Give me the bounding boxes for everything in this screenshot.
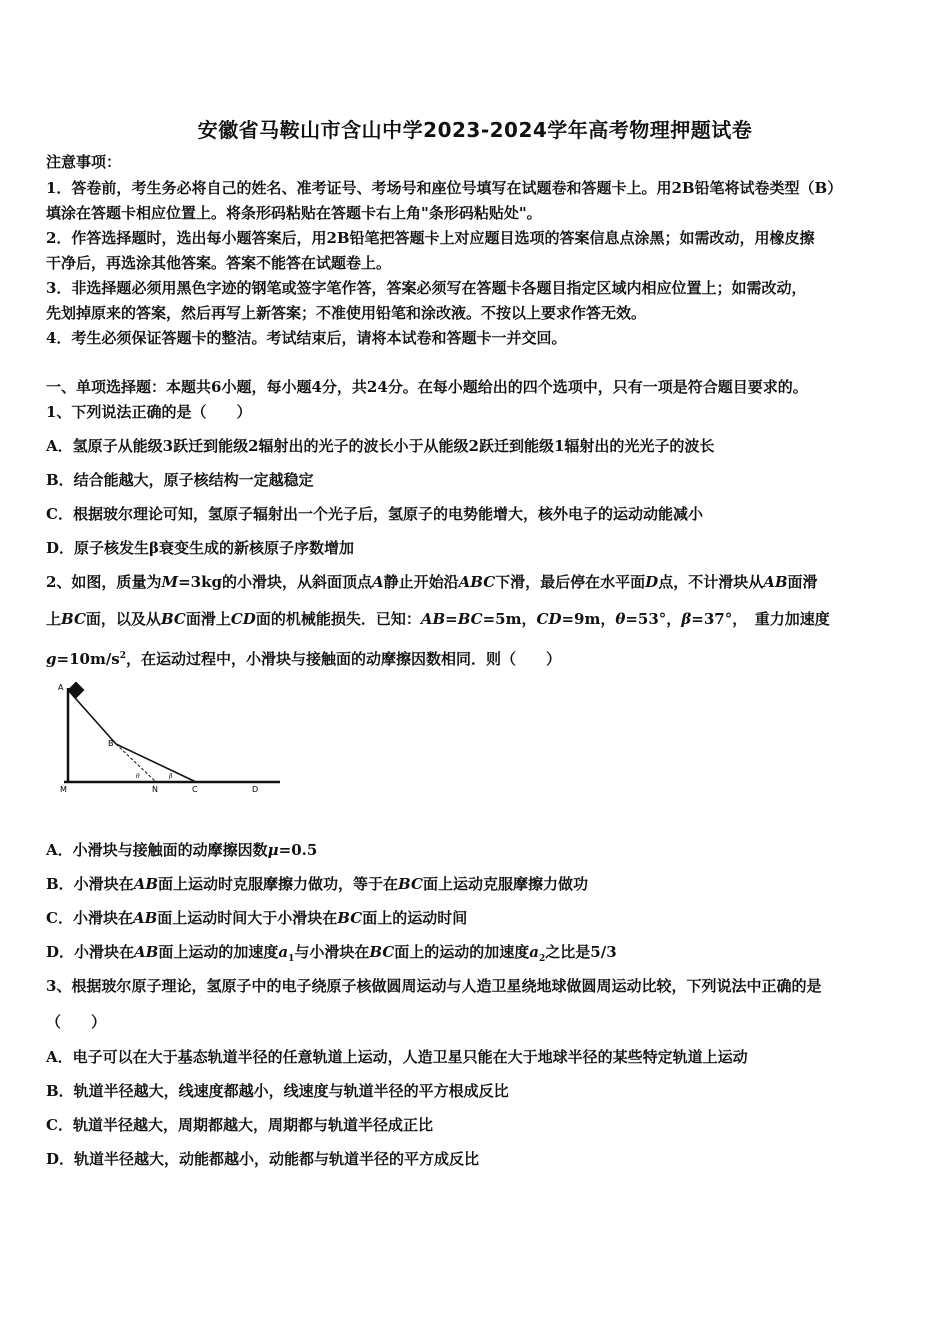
label-b: B [108, 739, 114, 748]
label-m: M [60, 785, 67, 794]
label-d: D [252, 785, 259, 794]
q3-option-d: D．轨道半径越大，动能都越小，动能都与轨道半径的平方成反比 [46, 1150, 480, 1168]
q1-stem: 1、下列说法正确的是（ ） [46, 403, 252, 421]
notice-line-5: 3．非选择题必须用黑色字迹的钢笔或签字笔作答，答案必须写在答题卡各题目指定区域内相应位置上；如需改动， [46, 279, 807, 297]
notice-line-1: 1．答卷前，考生务必将自己的姓名、准考证号、考场号和座位号填写在试题卷和答题卡上。用2B铅笔将试卷类型（B） [46, 179, 843, 197]
page-title: 安徽省马鞍山市含山中学2023-2024学年高考物理押题试卷 [197, 118, 753, 142]
slider-block [68, 682, 85, 699]
label-theta: θ [136, 773, 140, 780]
q2-stem-line-2: 上BC面，以及从BC面滑上CD面的机械能损失．已知：AB=BC=5m，CD=9m，θ=53°，β=37°， 重力加速度 [46, 610, 830, 628]
incline-bc [116, 744, 196, 782]
label-c: C [192, 785, 198, 794]
q2-option-b: B．小滑块在AB面上运动时克服摩擦力做功，等于在BC面上运动克服摩擦力做功 [46, 875, 588, 893]
q2-stem-line-3: $g=10m/s^2$，在运动过程中，小滑块与接触面的动摩擦因数相同．则（ ） [46, 650, 562, 668]
incline-ab [68, 690, 116, 744]
q3-option-c: C．轨道半径越大，周期都越大，周期都与轨道半径成正比 [46, 1116, 433, 1134]
notice-line-4: 干净后，再选涂其他答案。答案不能答在试题卷上。 [46, 254, 392, 272]
q1-option-d: D．原子核发生β衰变生成的新核原子序数增加 [46, 539, 354, 557]
section-heading: 一、单项选择题：本题共6小题，每小题4分，共24分。在每小题给出的四个选项中，只有一项是符合题目要求的。 [46, 378, 808, 396]
q3-option-a: A．电子可以在大于基态轨道半径的任意轨道上运动，人造卫星只能在大于地球半径的某些特定轨道上运动 [46, 1048, 748, 1066]
q1-option-b: B．结合能越大，原子核结构一定越稳定 [46, 471, 314, 489]
q3-stem-bracket: （ ） [46, 1013, 107, 1031]
label-beta: β [169, 773, 173, 780]
q3-option-b: B．轨道半径越大，线速度都越小，线速度与轨道半径的平方根成反比 [46, 1082, 509, 1100]
notice-line-7: 4．考生必须保证答题卡的整洁。考试结束后，请将本试卷和答题卡一并交回。 [46, 329, 567, 347]
notice-line-6: 先划掉原来的答案，然后再写上新答案；不准使用铅笔和涂改液。不按以上要求作答无效。 [46, 304, 647, 322]
q2-option-d: D．小滑块在AB面上运动的加速度$a_1$与小滑块在BC面上的运动的加速度$a_2$之比是5/3 [46, 943, 617, 964]
q3-stem: 3、根据玻尔原子理论，氢原子中的电子绕原子核做圆周运动与人造卫星绕地球做圆周运动比较，下列说法中正确的是 [46, 977, 822, 995]
q2-option-c: C．小滑块在AB面上运动时间大于小滑块在BC面上的运动时间 [46, 909, 468, 927]
label-a: A [58, 683, 64, 692]
q1-option-c: C．根据玻尔理论可知，氢原子辐射出一个光子后，氢原子的电势能增大，核外电子的运动动能减小 [46, 505, 703, 523]
notice-heading: 注意事项： [46, 153, 122, 171]
q2-option-a: A．小滑块与接触面的动摩擦因数μ=0.5 [46, 841, 318, 859]
incline-diagram [56, 678, 286, 798]
label-n: N [152, 785, 158, 794]
notice-line-2: 填涂在答题卡相应位置上。将条形码粘贴在答题卡右上角"条形码粘贴处"。 [46, 204, 542, 222]
q2-stem-line-1: 2、如图，质量为M=3kg的小滑块，从斜面顶点A静止开始沿ABC下滑，最后停在水平面D点，不计滑块从AB面滑 [46, 573, 818, 591]
notice-line-3: 2．作答选择题时，选出每小题答案后，用2B铅笔把答题卡上对应题目选项的答案信息点涂黑；如需改动，用橡皮擦 [46, 229, 815, 247]
q1-option-a: A．氢原子从能级3跃迁到能级2辐射出的光子的波长小于从能级2跃迁到能级1辐射出的光光子的波长 [46, 437, 715, 455]
